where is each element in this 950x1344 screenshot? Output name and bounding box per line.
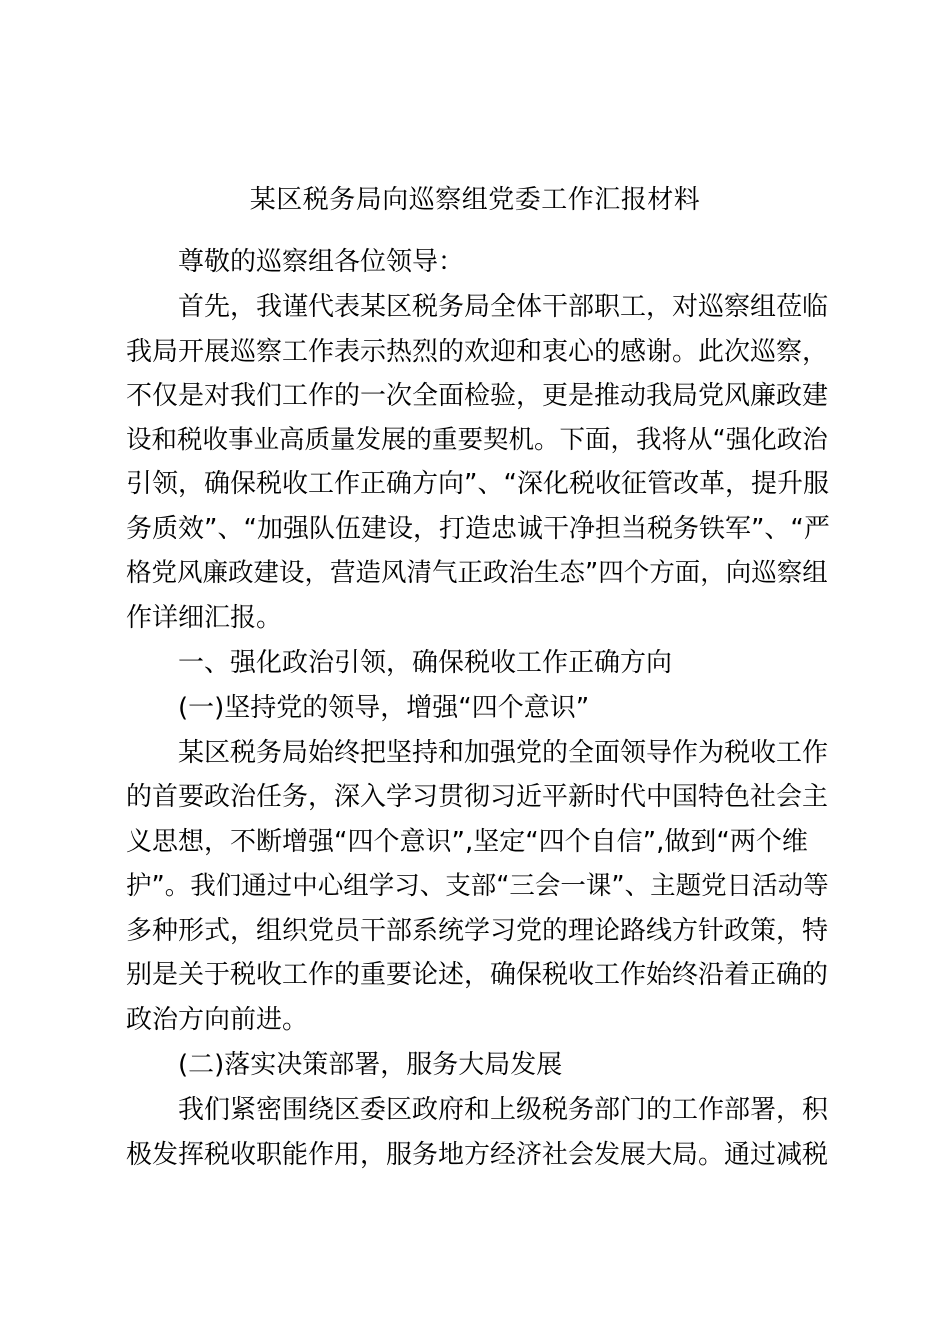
subsection-1-heading: (一)坚持党的领导，增强“四个意识”	[178, 693, 590, 723]
intro-line-8: 作详细汇报。	[126, 603, 283, 633]
intro-line-6: 务质效”、“加强队伍建设，打造忠诚干净担当税务铁军”、“严	[126, 514, 830, 544]
intro-line-3: 不仅是对我们工作的一次全面检验，更是推动我局党风廉政建	[126, 381, 829, 411]
section-1-heading: 一、强化政治引领，确保税收工作正确方向	[178, 648, 673, 678]
sub2-line-2: 极发挥税收职能作用，服务地方经济社会发展大局。通过减税	[126, 1140, 829, 1170]
sub1-line-2: 的首要政治任务，深入学习贯彻习近平新时代中国特色社会主	[126, 782, 829, 812]
subsection-2-heading: (二)落实决策部署，服务大局发展	[178, 1050, 563, 1080]
sub1-line-5: 多种形式，组织党员干部系统学习党的理论路线方针政策，特	[126, 916, 829, 946]
sub2-line-1: 我们紧密围绕区委区政府和上级税务部门的工作部署，积	[178, 1095, 829, 1125]
document-title: 某区税务局向巡察组党委工作汇报材料	[249, 185, 701, 215]
intro-line-4: 设和税收事业高质量发展的重要契机。下面，我将从“强化政治	[126, 425, 828, 455]
sub1-line-3: 义思想，不断增强“四个意识”,坚定“四个自信”,做到“两个维	[126, 827, 808, 857]
sub1-line-6: 别是关于税收工作的重要论述，确保税收工作始终沿着正确的	[126, 960, 829, 990]
intro-line-7: 格党风廉政建设，营造风清气正政治生态”四个方面，向巡察组	[126, 558, 828, 588]
sub1-line-7: 政治方向前进。	[126, 1005, 309, 1035]
intro-line-2: 我局开展巡察工作表示热烈的欢迎和衷心的感谢。此次巡察，	[126, 337, 829, 367]
intro-line-1: 首先，我谨代表某区税务局全体干部职工，对巡察组莅临	[178, 292, 829, 322]
sub1-line-1: 某区税务局始终把坚持和加强党的全面领导作为税收工作	[178, 738, 829, 768]
intro-line-5: 引领，确保税收工作正确方向”、“深化税收征管改革，提升服	[126, 469, 829, 499]
sub1-line-4: 护”。我们通过中心组学习、支部“三会一课”、主题党日活动等	[126, 871, 829, 901]
greeting: 尊敬的巡察组各位领导：	[178, 247, 465, 277]
